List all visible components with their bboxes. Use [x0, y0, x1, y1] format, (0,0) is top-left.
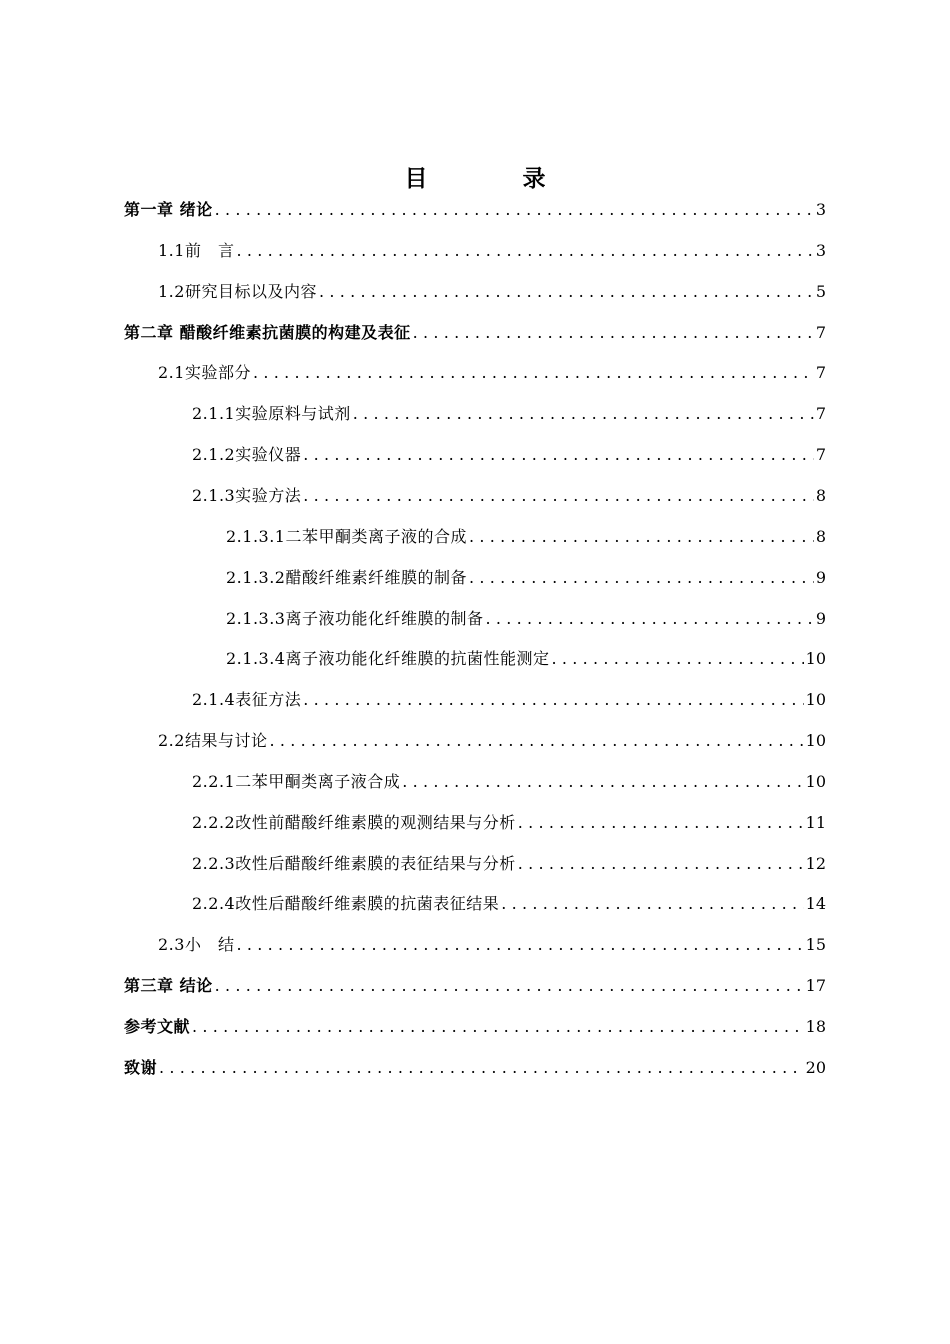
toc-page-number: 8	[815, 486, 826, 505]
toc-entry-label: 2.1实验部分	[158, 363, 251, 382]
toc-entry-label: 2.1.3.4离子液功能化纤维膜的抗菌性能测定	[226, 649, 550, 668]
toc-entry[interactable]	[226, 566, 826, 590]
toc-dot-leader	[159, 1056, 804, 1080]
toc-entry-label: 参考文献	[124, 1017, 191, 1036]
toc-entry-label: 2.1.4表征方法	[192, 690, 302, 709]
toc-entry-label: 第一章 绪论	[124, 200, 213, 219]
toc-entry[interactable]	[124, 321, 826, 345]
toc-dot-leader	[303, 443, 814, 467]
toc-page-number: 3	[815, 241, 826, 260]
toc-dot-leader	[518, 852, 804, 876]
toc-entry-label: 2.3小 结	[158, 935, 235, 954]
toc-dot-leader	[469, 525, 814, 549]
toc-entry[interactable]	[226, 607, 826, 631]
toc-dot-leader	[215, 974, 804, 998]
toc-page-number: 15	[805, 935, 826, 954]
toc-dot-leader	[236, 933, 803, 957]
toc-entry[interactable]	[192, 484, 826, 508]
toc-entry[interactable]	[192, 443, 826, 467]
toc-page-number: 10	[805, 690, 826, 709]
toc-page-number: 11	[805, 813, 826, 832]
toc-entry-label: 2.2.3改性后醋酸纤维素膜的表征结果与分析	[192, 854, 516, 873]
toc-entry-label: 1.2研究目标以及内容	[158, 282, 317, 301]
toc-page-number: 12	[805, 854, 826, 873]
toc-entry-label: 致谢	[124, 1058, 158, 1077]
toc-entry-label: 2.1.3.3离子液功能化纤维膜的制备	[226, 609, 484, 628]
toc-dot-leader	[551, 647, 803, 671]
toc-entry-label: 第二章 醋酸纤维素抗菌膜的构建及表征	[124, 323, 411, 342]
toc-entry[interactable]	[124, 1056, 826, 1080]
toc-entry-label: 2.2.2改性前醋酸纤维素膜的观测结果与分析	[192, 813, 516, 832]
toc-entry[interactable]	[158, 280, 826, 304]
toc-entry-label: 2.1.3实验方法	[192, 486, 302, 505]
toc-dot-leader	[402, 770, 803, 794]
toc-entry[interactable]	[192, 688, 826, 712]
toc-entry[interactable]	[192, 892, 826, 916]
toc-page-number: 10	[805, 772, 826, 791]
toc-dot-leader	[518, 811, 804, 835]
toc-entry[interactable]	[192, 811, 826, 835]
toc-entry-label: 2.2.4改性后醋酸纤维素膜的抗菌表征结果	[192, 894, 500, 913]
toc-page-number: 20	[805, 1058, 826, 1077]
toc-page-number: 17	[805, 976, 826, 995]
toc-entry-label: 2.1.3.1二苯甲酮类离子液的合成	[226, 527, 467, 546]
toc-entry-label: 1.1前 言	[158, 241, 235, 260]
toc-entry-label: 2.2结果与讨论	[158, 731, 268, 750]
toc-entry-label: 2.1.3.2醋酸纤维素纤维膜的制备	[226, 568, 467, 587]
toc-entry-label: 第三章 结论	[124, 976, 213, 995]
toc-dot-leader	[192, 1015, 804, 1039]
toc-page-number: 7	[815, 363, 826, 382]
toc-entry[interactable]	[192, 770, 826, 794]
toc-page-number: 14	[805, 894, 826, 913]
toc-dot-leader	[353, 402, 814, 426]
toc-entry[interactable]	[124, 1015, 826, 1039]
toc-dot-leader	[269, 729, 803, 753]
toc-entry[interactable]	[158, 933, 826, 957]
toc-dot-leader	[485, 607, 813, 631]
toc-entry-label: 2.2.1二苯甲酮类离子液合成	[192, 772, 401, 791]
toc-entry-label: 2.1.1实验原料与试剂	[192, 404, 351, 423]
toc-page-number: 18	[805, 1017, 826, 1036]
toc-entry-label: 2.1.2实验仪器	[192, 445, 302, 464]
toc-dot-leader	[253, 361, 814, 385]
toc-page-number: 7	[815, 404, 826, 423]
toc-dot-leader	[501, 892, 803, 916]
toc-dot-leader	[469, 566, 814, 590]
toc-entry[interactable]	[192, 402, 826, 426]
toc-page-number: 10	[805, 731, 826, 750]
toc-entry[interactable]	[158, 729, 826, 753]
toc-entry[interactable]	[124, 198, 826, 222]
toc-entry[interactable]	[192, 852, 826, 876]
toc-page-number: 5	[815, 282, 826, 301]
toc-page-number: 9	[815, 568, 826, 587]
toc-dot-leader	[215, 198, 814, 222]
toc-dot-leader	[319, 280, 814, 304]
toc-page-number: 9	[815, 609, 826, 628]
toc-entry[interactable]	[226, 525, 826, 549]
toc-dot-leader	[236, 239, 813, 263]
toc-entry[interactable]	[158, 361, 826, 385]
toc-page-number: 7	[815, 445, 826, 464]
toc-entry[interactable]	[158, 239, 826, 263]
toc-title: 目 录	[404, 166, 582, 192]
toc-page-number: 3	[815, 200, 826, 219]
toc-entry[interactable]	[124, 974, 826, 998]
toc-page-number: 7	[815, 323, 826, 342]
toc-page-number: 10	[805, 649, 826, 668]
toc-dot-leader	[303, 484, 814, 508]
toc-dot-leader	[413, 321, 814, 345]
toc-entry[interactable]	[226, 647, 826, 671]
toc-page-number: 8	[815, 527, 826, 546]
toc-dot-leader	[303, 688, 803, 712]
